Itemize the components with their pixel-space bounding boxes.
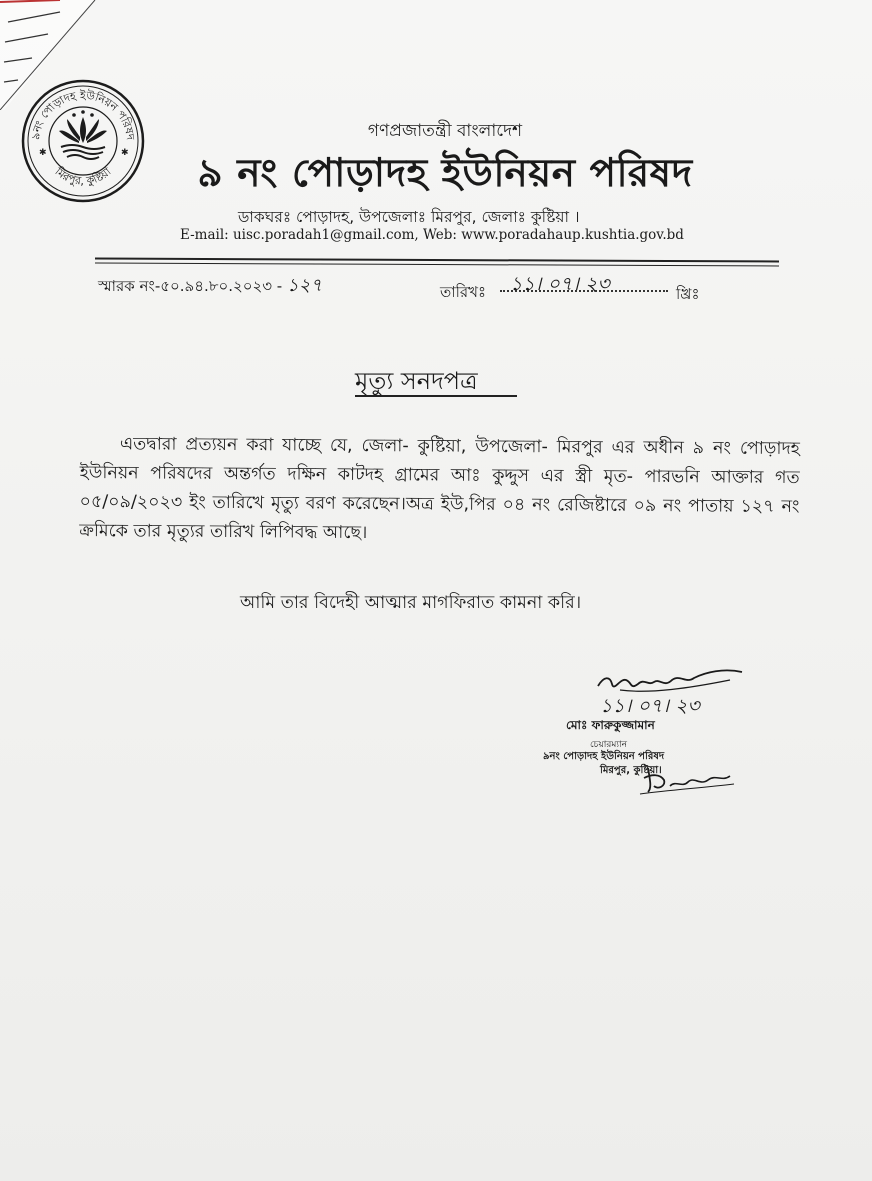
signatory-organization: ৯নং পোড়াদহ ইউনিয়ন পরিষদ bbox=[543, 751, 665, 762]
stamp-signature-scribble bbox=[630, 764, 740, 796]
certificate-body bbox=[79, 430, 800, 551]
signature-date: ১১। ০৭। ২৩ bbox=[600, 695, 700, 717]
union-parishad-seal bbox=[17, 77, 149, 205]
organization-title: ৯ নং পোড়াদহ ইউনিয়ন পরিষদ bbox=[197, 151, 693, 196]
postal-address: ডাকঘরঃ পোড়াদহ, উপজেলাঃ মিরপুর, জেলাঃ কুষ্টিয়া । bbox=[238, 208, 580, 226]
date-label: তারিখঃ bbox=[440, 283, 486, 301]
memo-number bbox=[98, 271, 322, 302]
country-line: গণপ্রজাতন্ত্রী বাংলাদেশ bbox=[367, 121, 523, 141]
body-paragraph: এতদ্বারা প্রত্যয়ন করা যাচ্ছে যে, জেলা- কুষ্টিয়া, উপজেলা- মিরপুর এর অধীন ৯ নং পোড়াদহ ইউনিয়ন পরিষদের অন্তর্গত দক্ষিন কাটদহ গ্রামের আঃ কুদ্দুস এর স্ত্রী মৃত- পারভনি আক্তার গত ০৫/০৯/২০২৩ ইং তারিখে মৃত্যু বরণ করেছেন।অত্র ইউ,পির ০৪ নং রেজিষ্টারে ০৯ নং পাতায় ১২৭ নং ক্রমিকে তার মৃত্যুর তারিখ লিপিবদ্ধ আছে। bbox=[79, 434, 800, 544]
svg-text:✱: ✱ bbox=[39, 148, 47, 158]
header-rule-thin bbox=[95, 263, 779, 267]
date-field bbox=[500, 270, 670, 300]
signatory-place: মিরপুর, কুষ্টিয়া। bbox=[600, 765, 662, 776]
title-underline bbox=[355, 395, 517, 397]
svg-text:✱: ✱ bbox=[121, 148, 129, 158]
svg-text:৯নং পোড়াদহ ইউনিয়ন পরিষদ: ৯নং পোড়াদহ ইউনিয়ন পরিষদ bbox=[29, 88, 137, 141]
contact-line: E-mail: uisc.poradah1@gmail.com, Web: www.poradahaup.kushtia.gov.bd bbox=[180, 227, 684, 243]
signatory-designation: চেয়ারম্যান bbox=[590, 740, 627, 750]
date-dotted-line bbox=[500, 290, 668, 292]
signatory-name: মোঃ ফারুকুজ্জামান bbox=[566, 718, 655, 732]
certificate-title: মৃত্যু সনদপত্র bbox=[355, 367, 478, 395]
date-handwritten: ১১। ০৭। ২৩ bbox=[510, 273, 610, 295]
closing-line: আমি তার বিদেহী আত্মার মাগফিরাত কামনা করি। bbox=[240, 593, 582, 613]
memo-handwritten: ১২৭ bbox=[287, 275, 323, 296]
header-rule bbox=[95, 258, 779, 263]
date-suffix: খ্রিঃ bbox=[676, 285, 700, 303]
national-emblem-icon bbox=[59, 110, 107, 159]
memo-label: স্মারক নং-৫০.৯৪.৮০.২০২৩ - bbox=[98, 277, 283, 295]
svg-text:মিরপুর, কুষ্টিয়া: মিরপুর, কুষ্টিয়া bbox=[52, 165, 114, 188]
